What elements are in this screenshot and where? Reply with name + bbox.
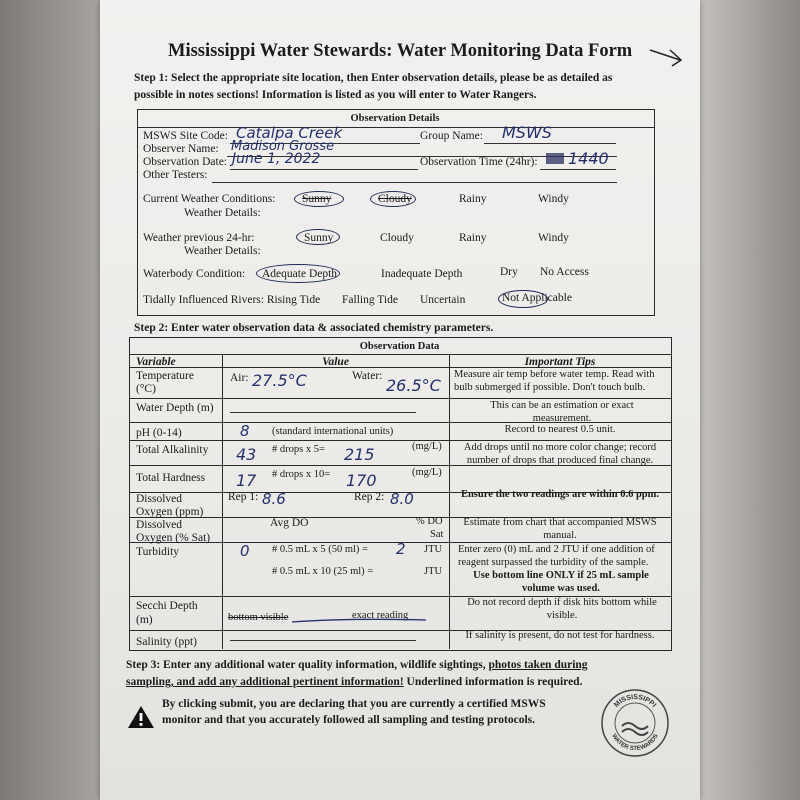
svg-text:WATER STEWARDS: WATER STEWARDS <box>610 733 660 753</box>
do-variable-2: Oxygen (ppm) <box>136 506 204 518</box>
waterbody-opt-inadequate[interactable]: Inadequate Depth <box>381 268 463 280</box>
other-testers-label: Other Testers: <box>143 169 208 181</box>
turbidity-tip-bold: Use bottom line ONLY if 25 mL sample volume was used. <box>473 570 649 594</box>
do-tip: Ensure the two readings are within 0.6 ppm. <box>460 489 660 500</box>
scribble-mark <box>546 153 564 164</box>
col-variable-header: Variable <box>136 356 176 368</box>
group-name-label: Group Name: <box>420 130 483 142</box>
selection-circle <box>296 229 340 245</box>
turbidity-value[interactable]: 0 <box>240 542 250 560</box>
step1-line2: possible in notes sections! Information is listed as you will enter to Water Rangers. <box>134 89 537 101</box>
rep2-value[interactable]: 8.0 <box>390 490 414 508</box>
temp-variable-1: Temperature <box>136 370 194 382</box>
waterbody-opt-dry[interactable]: Dry <box>500 266 518 278</box>
secchi-variable-2: (m) <box>136 614 153 626</box>
submit-declaration-2: monitor and that you accurately followed all sampling and testing protocols. <box>162 714 536 726</box>
secchi-variable-1: Secchi Depth <box>136 600 198 612</box>
do-sat-variable-2: Oxygen (% Sat) <box>136 532 211 544</box>
secchi-tip: Do not record depth if disk hits bottom while visible. <box>467 597 657 621</box>
rep1-label: Rep 1: <box>228 491 259 503</box>
alkalinity-tip: Add drops until no more color change; record number of drops that produced final change. <box>463 442 657 466</box>
observation-time-value[interactable]: 1440 <box>568 149 609 168</box>
tidal-label: Tidally Influenced Rivers: Rising Tide <box>143 294 321 306</box>
secchi-scribble-line <box>290 616 430 626</box>
selection-circle <box>256 264 340 283</box>
weather-opt-sunny[interactable]: Sunny <box>302 193 332 205</box>
weather-details-label-2: Weather Details: <box>184 245 261 257</box>
do-sat-variable-1: Dissolved <box>136 519 182 531</box>
rep2-label: Rep 2: <box>354 491 385 503</box>
salinity-variable: Salinity (ppt) <box>136 636 198 648</box>
air-temp-value[interactable]: 27.5°C <box>252 371 307 390</box>
warning-icon <box>126 704 156 730</box>
hardness-unit: (mg/L) <box>412 467 442 478</box>
alkalinity-drops-value[interactable]: 43 <box>236 445 257 464</box>
site-code-label: MSWS Site Code: <box>143 130 228 142</box>
pct-sat-label: Sat <box>430 529 444 540</box>
step1-line1: Step 1: Select the appropriate site location, then Enter observation details, please be as detailed as <box>134 72 613 84</box>
group-name-value[interactable]: MSWS <box>502 123 552 142</box>
alkalinity-variable: Total Alkalinity <box>136 444 209 456</box>
waterbody-condition-label: Waterbody Condition: <box>143 268 246 280</box>
alkalinity-result-value[interactable]: 215 <box>344 445 375 464</box>
step2-heading: Step 2: Enter water observation data & associated chemistry parameters. <box>134 322 494 334</box>
tidal-opt-uncertain[interactable]: Uncertain <box>420 294 466 306</box>
prev-weather-opt-windy[interactable]: Windy <box>538 232 569 244</box>
weather-opt-rainy[interactable]: Rainy <box>459 193 487 205</box>
water-label: Water: <box>352 370 383 382</box>
turbidity-line1: # 0.5 mL x 5 (50 ml) = <box>272 544 368 555</box>
observation-time-label: Observation Time (24hr): <box>420 156 538 168</box>
avg-do-label: Avg DO <box>270 517 309 529</box>
hardness-formula: # drops x 10= <box>272 469 331 480</box>
observation-date-value[interactable]: June 1, 2022 <box>232 151 321 167</box>
selection-circle <box>370 191 416 207</box>
ph-tip: Record to nearest 0.5 unit. <box>504 424 616 435</box>
current-weather-label: Current Weather Conditions: <box>143 193 276 205</box>
col-tips-header: Important Tips <box>524 356 596 368</box>
site-code-value[interactable]: Catalpa Creek <box>236 124 343 142</box>
alkalinity-unit: (mg/L) <box>412 441 442 452</box>
arrow-doodle-icon <box>648 44 684 68</box>
alkalinity-formula: # drops x 5= <box>272 444 325 455</box>
svg-text:MISSISSIPPI: MISSISSIPPI <box>613 693 658 709</box>
air-label: Air: <box>230 372 249 384</box>
background-left <box>0 0 106 800</box>
step3-line1: Step 3: Enter any additional water quality information, wildlife sightings, photos taken during <box>126 659 588 671</box>
weather-opt-cloudy[interactable]: Cloudy <box>378 193 412 205</box>
do-sat-tip: Estimate from chart that accompanied MSWS manual. <box>463 517 657 541</box>
selection-circle <box>498 290 548 308</box>
rep1-value[interactable]: 8.6 <box>262 490 286 508</box>
turbidity-tip: Enter zero (0) mL and 2 JTU if one addition of reagent surpassed the turbidity of the sample. <box>458 544 655 568</box>
secchi-opt-exact-reading[interactable]: exact reading <box>352 610 409 621</box>
turbidity-line1-value[interactable]: 2 <box>396 540 406 558</box>
turbidity-unit-2: JTU <box>424 566 443 577</box>
hardness-result-value[interactable]: 170 <box>346 471 377 490</box>
turbidity-unit-1: JTU <box>424 544 443 555</box>
temp-variable-2: (°C) <box>136 383 156 395</box>
col-value-header: Value <box>322 356 349 368</box>
prev-weather-opt-sunny[interactable]: Sunny <box>304 232 334 244</box>
tidal-opt-not-applicable[interactable]: Not Applicable <box>502 292 572 304</box>
hardness-drops-value[interactable]: 17 <box>236 471 257 490</box>
form-sheet <box>100 0 700 800</box>
ph-unit: (standard international units) <box>272 426 394 437</box>
tidal-opt-falling[interactable]: Falling Tide <box>342 294 398 306</box>
step3-line2: sampling, and add any additional pertinent information! Underlined information is required. <box>126 676 583 688</box>
weather-details-label-1: Weather Details: <box>184 207 261 219</box>
salinity-tip: If salinity is present, do not test for hardness. <box>465 630 655 641</box>
temp-tip: Measure air temp before water temp. Read with bulb submerged if possible. Don't touch bulb. <box>454 369 655 393</box>
depth-variable: Water Depth (m) <box>136 402 214 414</box>
waterbody-opt-no-access[interactable]: No Access <box>540 266 589 278</box>
weather-prev-label: Weather previous 24-hr: <box>143 232 255 244</box>
water-temp-value[interactable]: 26.5°C <box>386 376 441 395</box>
observation-details-heading: Observation Details <box>350 113 440 124</box>
observation-date-label: Observation Date: <box>143 156 227 168</box>
turbidity-line2: # 0.5 mL x 10 (25 ml) = <box>272 566 374 577</box>
selection-circle <box>294 191 344 207</box>
form-title: Mississippi Water Stewards: Water Monitoring Data Form <box>168 41 633 61</box>
depth-tip: This can be an estimation or exact measurement. <box>490 400 634 424</box>
background-right <box>692 0 800 800</box>
turbidity-variable: Turbidity <box>136 546 180 558</box>
ph-variable: pH (0-14) <box>136 427 182 439</box>
do-variable-1: Dissolved <box>136 493 182 505</box>
submit-declaration-1: By clicking submit, you are declaring that you are currently a certified MSWS <box>162 698 546 710</box>
prev-weather-opt-cloudy[interactable]: Cloudy <box>380 232 414 244</box>
table-title: Observation Data <box>359 341 440 352</box>
weather-opt-windy[interactable]: Windy <box>538 193 569 205</box>
waterbody-opt-adequate[interactable]: Adequate Depth <box>262 268 338 280</box>
secchi-opt-bottom-visible[interactable]: bottom visible <box>228 612 289 623</box>
hardness-variable: Total Hardness <box>136 472 206 484</box>
prev-weather-opt-rainy[interactable]: Rainy <box>459 232 487 244</box>
pct-do-label: % DO <box>416 516 443 527</box>
ph-value[interactable]: 8 <box>240 422 250 440</box>
mississippi-water-stewards-logo <box>600 688 670 758</box>
observer-name-label: Observer Name: <box>143 143 219 155</box>
observer-name-value[interactable]: Madison Grosse <box>231 139 335 154</box>
